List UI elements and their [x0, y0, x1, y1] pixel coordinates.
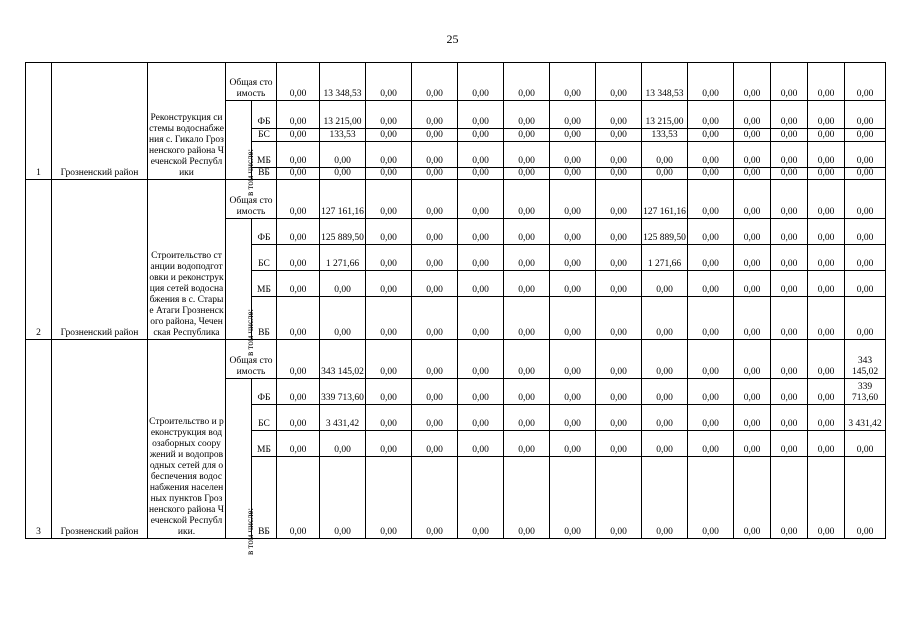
value-cell: 0,00	[845, 63, 886, 101]
funding-table	[25, 62, 886, 555]
value-cell: 0,00	[688, 405, 734, 431]
value-cell: 0,00	[504, 142, 550, 168]
value-cell: 0,00	[808, 63, 845, 101]
value-cell: 133,53	[320, 129, 366, 142]
value-cell: 0,00	[771, 271, 808, 297]
value-cell: 339 713,60	[845, 379, 886, 405]
funding-source-label: ФБ	[252, 379, 277, 405]
value-cell: 0,00	[277, 457, 320, 539]
value-cell: 0,00	[366, 457, 412, 539]
value-cell: 0,00	[845, 101, 886, 129]
value-cell: 0,00	[688, 431, 734, 457]
value-cell: 0,00	[504, 219, 550, 245]
value-cell: 0,00	[845, 142, 886, 168]
value-cell: 0,00	[458, 245, 504, 271]
value-cell: 0,00	[458, 340, 504, 379]
value-cell: 0,00	[642, 379, 688, 405]
value-cell: 0,00	[320, 142, 366, 168]
value-cell: 0,00	[596, 219, 642, 245]
value-cell: 0,00	[458, 63, 504, 101]
value-cell: 0,00	[504, 180, 550, 219]
value-cell: 0,00	[642, 297, 688, 340]
value-cell: 0,00	[550, 457, 596, 539]
value-cell: 0,00	[734, 431, 771, 457]
value-cell: 0,00	[808, 271, 845, 297]
value-cell: 0,00	[808, 379, 845, 405]
value-cell: 0,00	[596, 379, 642, 405]
value-cell: 0,00	[596, 245, 642, 271]
funding-source-label: ВБ	[252, 297, 277, 340]
value-cell: 0,00	[734, 245, 771, 271]
value-cell: 0,00	[550, 63, 596, 101]
value-cell: 0,00	[734, 219, 771, 245]
value-cell: 0,00	[277, 379, 320, 405]
value-cell: 339 713,60	[320, 379, 366, 405]
value-cell: 0,00	[845, 297, 886, 340]
value-cell: 0,00	[642, 271, 688, 297]
value-cell: 0,00	[688, 129, 734, 142]
value-cell: 0,00	[366, 245, 412, 271]
value-cell: 0,00	[808, 101, 845, 129]
value-cell: 0,00	[412, 340, 458, 379]
value-cell: 0,00	[412, 405, 458, 431]
value-cell: 0,00	[642, 405, 688, 431]
value-cell: 0,00	[504, 101, 550, 129]
value-cell: 0,00	[734, 180, 771, 219]
value-cell: 0,00	[366, 180, 412, 219]
value-cell: 0,00	[688, 180, 734, 219]
funding-source-label: ФБ	[252, 101, 277, 129]
value-cell: 0,00	[596, 180, 642, 219]
value-cell: 0,00	[550, 168, 596, 180]
value-cell: 0,00	[808, 340, 845, 379]
value-cell: 0,00	[458, 379, 504, 405]
row-number: 2	[26, 180, 52, 340]
value-cell: 13 215,00	[320, 101, 366, 129]
value-cell: 0,00	[550, 297, 596, 340]
value-cell: 0,00	[458, 271, 504, 297]
value-cell: 0,00	[596, 457, 642, 539]
value-cell: 0,00	[688, 271, 734, 297]
value-cell: 0,00	[845, 168, 886, 180]
value-cell: 0,00	[366, 63, 412, 101]
value-cell: 0,00	[277, 168, 320, 180]
value-cell: 0,00	[771, 379, 808, 405]
value-cell: 0,00	[808, 142, 845, 168]
value-cell: 0,00	[550, 180, 596, 219]
region-cell: Грозненский район	[52, 63, 148, 180]
value-cell: 0,00	[771, 168, 808, 180]
value-cell: 13 348,53	[642, 63, 688, 101]
total-cost-label: Общая стоимость	[226, 63, 277, 101]
value-cell: 0,00	[412, 168, 458, 180]
value-cell: 0,00	[504, 245, 550, 271]
value-cell: 0,00	[808, 457, 845, 539]
value-cell: 0,00	[458, 219, 504, 245]
including-label	[226, 379, 255, 555]
value-cell: 0,00	[366, 431, 412, 457]
value-cell: 0,00	[320, 457, 366, 539]
value-cell: 127 161,16	[642, 180, 688, 219]
value-cell: 0,00	[504, 271, 550, 297]
value-cell: 0,00	[808, 245, 845, 271]
value-cell: 0,00	[734, 129, 771, 142]
value-cell: 0,00	[734, 271, 771, 297]
value-cell: 0,00	[366, 129, 412, 142]
row-number: 1	[26, 63, 52, 180]
value-cell: 0,00	[320, 271, 366, 297]
value-cell: 0,00	[550, 129, 596, 142]
value-cell: 0,00	[596, 129, 642, 142]
value-cell: 0,00	[596, 340, 642, 379]
value-cell: 0,00	[412, 245, 458, 271]
value-cell: 125 889,50	[320, 219, 366, 245]
value-cell: 0,00	[277, 101, 320, 129]
value-cell: 0,00	[845, 129, 886, 142]
value-cell: 0,00	[366, 219, 412, 245]
value-cell: 0,00	[771, 101, 808, 129]
value-cell: 0,00	[277, 142, 320, 168]
value-cell: 0,00	[771, 405, 808, 431]
value-cell: 0,00	[845, 219, 886, 245]
project-description: Строительство станции водоподготовки и реконструкция сетей водоснабжения в с. Старые Атаги Грозненского района, Чеченская Республика	[148, 180, 226, 340]
total-cost-label: Общая стоимость	[226, 180, 277, 219]
value-cell: 0,00	[458, 101, 504, 129]
value-cell: 0,00	[550, 340, 596, 379]
value-cell: 0,00	[412, 142, 458, 168]
value-cell: 0,00	[771, 142, 808, 168]
value-cell: 0,00	[504, 379, 550, 405]
value-cell: 0,00	[412, 457, 458, 539]
value-cell: 0,00	[734, 168, 771, 180]
funding-source-label: БС	[252, 405, 277, 431]
value-cell: 0,00	[366, 142, 412, 168]
value-cell: 0,00	[688, 297, 734, 340]
value-cell: 0,00	[412, 180, 458, 219]
value-cell: 0,00	[808, 168, 845, 180]
value-cell: 0,00	[596, 168, 642, 180]
value-cell: 0,00	[277, 271, 320, 297]
value-cell: 0,00	[550, 379, 596, 405]
value-cell: 0,00	[277, 405, 320, 431]
value-cell: 0,00	[596, 271, 642, 297]
funding-source-label: БС	[252, 245, 277, 271]
value-cell: 0,00	[596, 63, 642, 101]
value-cell: 0,00	[550, 101, 596, 129]
value-cell: 0,00	[688, 379, 734, 405]
value-cell: 0,00	[596, 101, 642, 129]
value-cell: 0,00	[366, 101, 412, 129]
value-cell: 0,00	[550, 219, 596, 245]
value-cell: 0,00	[550, 142, 596, 168]
including-label	[226, 101, 255, 196]
value-cell: 0,00	[642, 457, 688, 539]
value-cell: 13 215,00	[642, 101, 688, 129]
value-cell: 0,00	[412, 297, 458, 340]
value-cell: 0,00	[688, 101, 734, 129]
value-cell: 0,00	[642, 142, 688, 168]
value-cell: 0,00	[458, 297, 504, 340]
page-number: 25	[446, 32, 459, 46]
value-cell: 0,00	[320, 297, 366, 340]
value-cell: 0,00	[771, 63, 808, 101]
value-cell: 0,00	[504, 168, 550, 180]
value-cell: 0,00	[808, 297, 845, 340]
value-cell: 0,00	[734, 457, 771, 539]
project-description: Строительство и реконструкция водозаборных сооружений и водопроводных сетей для обеспечения водоснабжения населенных пунктов Грозненского района Чеченской Республики.	[148, 340, 226, 539]
value-cell: 0,00	[458, 431, 504, 457]
value-cell: 0,00	[504, 297, 550, 340]
value-cell: 0,00	[688, 219, 734, 245]
value-cell: 127 161,16	[320, 180, 366, 219]
funding-source-label: МБ	[252, 271, 277, 297]
value-cell: 1 271,66	[642, 245, 688, 271]
project-description: Реконструкция системы водоснабжения с. Гикало Грозненского района Чеченской Республики	[148, 63, 226, 180]
value-cell: 0,00	[734, 63, 771, 101]
funding-source-label: МБ	[252, 142, 277, 168]
row-number: 3	[26, 340, 52, 539]
value-cell: 0,00	[808, 431, 845, 457]
value-cell: 0,00	[550, 405, 596, 431]
value-cell: 0,00	[504, 457, 550, 539]
value-cell: 343 145,02	[320, 340, 366, 379]
value-cell: 0,00	[458, 457, 504, 539]
value-cell: 0,00	[320, 431, 366, 457]
table-row	[26, 180, 886, 219]
value-cell: 0,00	[366, 379, 412, 405]
value-cell: 0,00	[734, 340, 771, 379]
value-cell: 0,00	[808, 219, 845, 245]
value-cell: 0,00	[320, 168, 366, 180]
value-cell: 0,00	[688, 457, 734, 539]
value-cell: 0,00	[412, 271, 458, 297]
table-row	[26, 340, 886, 379]
value-cell: 0,00	[596, 142, 642, 168]
value-cell: 0,00	[277, 219, 320, 245]
value-cell: 3 431,42	[320, 405, 366, 431]
value-cell: 0,00	[458, 142, 504, 168]
total-cost-label: Общая стоимость	[226, 340, 277, 379]
value-cell: 0,00	[412, 129, 458, 142]
value-cell: 125 889,50	[642, 219, 688, 245]
value-cell: 0,00	[366, 168, 412, 180]
value-cell: 0,00	[734, 142, 771, 168]
value-cell: 0,00	[688, 245, 734, 271]
value-cell: 3 431,42	[845, 405, 886, 431]
value-cell: 0,00	[845, 457, 886, 539]
value-cell: 0,00	[412, 63, 458, 101]
including-text: в том числе:	[244, 309, 255, 356]
funding-source-label: ФБ	[252, 219, 277, 245]
value-cell: 0,00	[458, 168, 504, 180]
value-cell: 13 348,53	[320, 63, 366, 101]
value-cell: 0,00	[277, 63, 320, 101]
value-cell: 0,00	[845, 245, 886, 271]
value-cell: 0,00	[504, 129, 550, 142]
value-cell: 0,00	[734, 379, 771, 405]
value-cell: 0,00	[412, 219, 458, 245]
value-cell: 0,00	[642, 168, 688, 180]
value-cell: 0,00	[845, 180, 886, 219]
value-cell: 0,00	[734, 297, 771, 340]
value-cell: 0,00	[771, 297, 808, 340]
value-cell: 0,00	[277, 340, 320, 379]
value-cell: 0,00	[771, 340, 808, 379]
value-cell: 0,00	[845, 271, 886, 297]
value-cell: 0,00	[366, 271, 412, 297]
value-cell: 0,00	[771, 245, 808, 271]
value-cell: 0,00	[596, 297, 642, 340]
value-cell: 0,00	[550, 245, 596, 271]
value-cell: 0,00	[845, 431, 886, 457]
value-cell: 0,00	[366, 340, 412, 379]
value-cell: 343 145,02	[845, 340, 886, 379]
value-cell: 0,00	[771, 431, 808, 457]
value-cell: 0,00	[412, 431, 458, 457]
value-cell: 0,00	[277, 431, 320, 457]
value-cell: 0,00	[642, 340, 688, 379]
value-cell: 0,00	[277, 245, 320, 271]
funding-source-label: ВБ	[252, 457, 277, 539]
value-cell: 0,00	[642, 431, 688, 457]
value-cell: 0,00	[504, 405, 550, 431]
value-cell: 0,00	[277, 297, 320, 340]
value-cell: 0,00	[458, 180, 504, 219]
value-cell: 0,00	[550, 431, 596, 457]
value-cell: 0,00	[458, 129, 504, 142]
value-cell: 0,00	[808, 405, 845, 431]
funding-source-label: БС	[252, 129, 277, 142]
region-cell: Грозненский район	[52, 180, 148, 340]
value-cell: 0,00	[550, 271, 596, 297]
value-cell: 1 271,66	[320, 245, 366, 271]
value-cell: 0,00	[771, 457, 808, 539]
value-cell: 0,00	[504, 340, 550, 379]
including-text: в том числе:	[244, 149, 255, 196]
value-cell: 0,00	[366, 297, 412, 340]
region-cell: Грозненский район	[52, 340, 148, 539]
including-label	[226, 219, 255, 356]
value-cell: 0,00	[771, 129, 808, 142]
value-cell: 0,00	[412, 379, 458, 405]
value-cell: 0,00	[504, 431, 550, 457]
value-cell: 0,00	[458, 405, 504, 431]
funding-source-label: МБ	[252, 431, 277, 457]
value-cell: 0,00	[771, 219, 808, 245]
value-cell: 0,00	[688, 168, 734, 180]
value-cell: 0,00	[688, 142, 734, 168]
value-cell: 133,53	[642, 129, 688, 142]
including-text: в том числе:	[244, 508, 255, 555]
value-cell: 0,00	[596, 405, 642, 431]
value-cell: 0,00	[734, 405, 771, 431]
value-cell: 0,00	[808, 180, 845, 219]
value-cell: 0,00	[771, 180, 808, 219]
table-row	[26, 63, 886, 101]
value-cell: 0,00	[688, 63, 734, 101]
value-cell: 0,00	[734, 101, 771, 129]
value-cell: 0,00	[277, 180, 320, 219]
value-cell: 0,00	[412, 101, 458, 129]
value-cell: 0,00	[504, 63, 550, 101]
value-cell: 0,00	[808, 129, 845, 142]
value-cell: 0,00	[277, 129, 320, 142]
funding-source-label: ВБ	[252, 168, 277, 180]
value-cell: 0,00	[688, 340, 734, 379]
value-cell: 0,00	[366, 405, 412, 431]
value-cell: 0,00	[596, 431, 642, 457]
